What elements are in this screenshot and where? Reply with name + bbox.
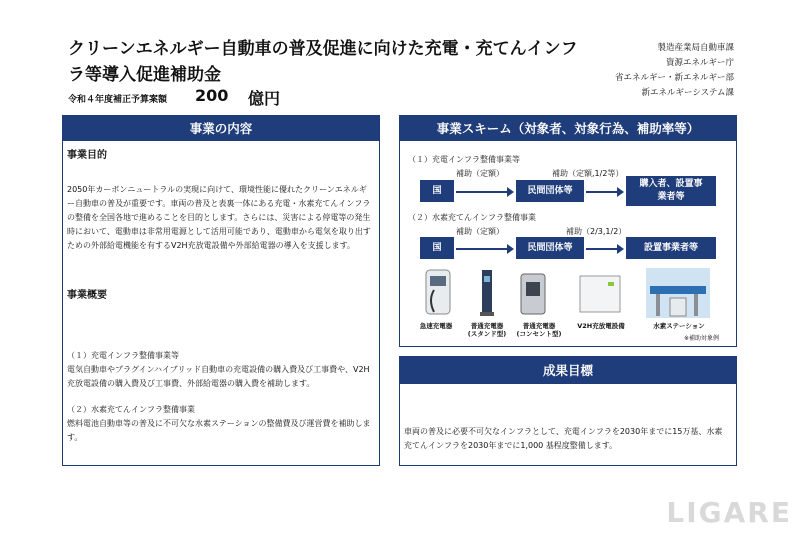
scheme1-arrow2 [586,191,618,193]
scheme2-subsidy1: 補助（定額） [456,227,504,236]
quick-charger-caption: 急速充電器 [419,322,453,330]
standard-charger-stand-image [474,268,500,318]
goal-text: 車両の普及に必要不可欠なインフラとして、充電インフラを2030年までに15万基、水素充てんインフラを2030年までに1,000 基程度整備します。 [404,427,723,450]
v2h-caption: V2H充放電設備 [577,322,625,330]
v2h-equipment-image [578,272,622,316]
quick-charger-image [420,268,456,318]
purpose-text: 2050年カーボンニュートラルの実現に向けて、環境性能に優れたクリーンエネルギー自動車の普及が重要です。車両の普及と表裏一体にある充電・水素充てんインフラの整備を全国各地で進めることを目的とします。さらには、災害による停電等の発生時において、電動車は非常用電源として活用可能であり、電動車から電気を取り出すための外部給電機能を有するV2H充放電設備や外部給電器の導入を支援します。 [67,185,371,250]
example-note: ※補助対象例 [684,335,720,342]
scheme2-org-box: 民間団体等 [516,237,584,259]
department-info [615,41,734,101]
budget-amount: 200 [195,86,229,105]
dept-line: 資源エネルギー庁 [665,58,734,68]
overview-title: 事業概要 [67,290,107,301]
hydrogen-station-image [646,268,710,318]
item2-title: （２）水素充てんインフラ整備事業 [67,405,195,414]
scheme1-org-box: 民間団体等 [516,180,584,202]
scheme2-title: （２）水素充てんインフラ整備事業 [408,213,536,222]
item1-title: （１）充電インフラ整備事業等 [67,351,179,360]
ligare-logo: LIGARE [666,496,792,529]
item1-text: 電気自動車やプラグインハイブリッド自動車の充電設備の購入費及び工事費や、V2H充放電設備の購入費及び工事費、外部給電器の購入費を補助します。 [67,365,370,388]
dept-line: 省エネルギー・新エネルギー部 [614,73,734,83]
page-title: クリーンエネルギー自動車の普及促進に向けた充電・充てんインフラ等導入促進補助金 [68,39,578,85]
scheme1-arrow1 [456,191,508,193]
scheme2-arrow1 [456,248,508,250]
standard-charger-stand-caption: 普通充電器 (スタンド型) [467,322,507,338]
scheme1-title: （１）充電インフラ整備事業等 [408,155,520,164]
budget-unit: 億円 [248,89,281,108]
goal-panel [399,356,737,466]
standard-charger-outlet-caption: 普通充電器 (コンセント型) [516,322,562,338]
scheme1-target-label: 購入者、設置事業者等 [639,179,703,202]
dept-line: 新エネルギーシステム課 [641,88,734,98]
scheme2-arrow2 [586,248,618,250]
scheme1-subsidy2: 補助（定額,1/2等） [552,169,624,178]
content-heading: 事業の内容 [63,116,379,141]
item2-text: 燃料電池自動車等の普及に不可欠な水素ステーションの整備費及び運営費を補助します。 [67,419,371,442]
hydrogen-station-caption: 水素ステーション [653,322,705,330]
scheme2-target-box: 設置事業者等 [626,237,716,259]
scheme1-country-box: 国 [420,180,454,202]
content-panel [62,115,380,466]
scheme2-subsidy2: 補助（2/3,1/2） [566,227,627,236]
scheme1-subsidy1: 補助（定額） [456,169,504,178]
scheme2-country-box: 国 [420,237,454,259]
dept-line: 製造産業局自動車課 [657,43,734,53]
scheme-heading: 事業スキーム（対象者、対象行為、補助率等） [400,116,736,141]
purpose-title: 事業目的 [67,150,107,161]
scheme-panel [399,115,737,347]
standard-charger-outlet-image [518,272,548,316]
goal-heading: 成果目標 [400,357,736,384]
budget-label: 令和４年度補正予算案額 [68,95,168,105]
scheme1-target-box [626,176,716,206]
